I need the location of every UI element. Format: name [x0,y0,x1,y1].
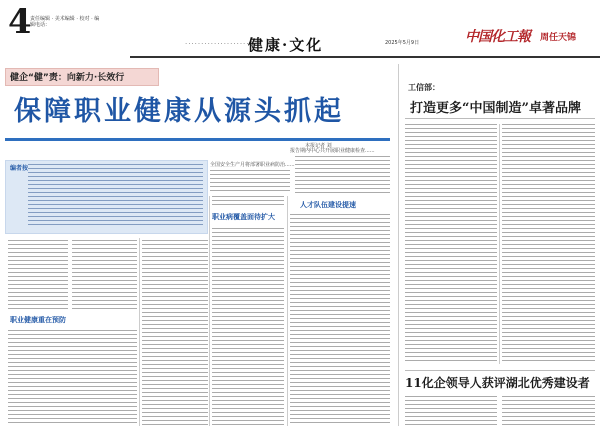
lead-column-3a [212,196,284,206]
pull-quote-2: 报告期内中心共开展职业健康检查...... [290,148,375,154]
right-headline-rule [405,118,595,119]
lead-headline: 保障职业健康从源头抓起 [14,96,344,127]
column-rule [499,124,500,364]
page-number: 4 [8,2,32,42]
section-rule [130,56,600,58]
pull-quote-1-text [210,170,290,192]
column-rule [287,196,288,426]
bottom-column-2 [502,396,595,426]
column-rule [139,238,140,426]
right-column-2 [502,124,595,364]
bottom-column-1 [405,396,497,426]
bottom-headline: 11化企领导人获评湖北优秀建设者 [405,376,590,390]
lead-byline: 本报记者 刘 [305,143,332,149]
lead-column-4 [290,214,390,426]
lead-column-1b [72,240,137,310]
lead-column-1a [8,240,68,310]
editor-credits: 责任编辑 · 美术编辑 · 校对 · 编辑电话： [30,16,100,28]
editor-note-text [28,164,203,228]
editor-note-label: 编者按 [10,165,29,172]
lead-kicker: 健企“健”责：向新力·长效行 [10,73,125,83]
subhead-prevention: 职业健康重在预防 [10,316,66,324]
newspaper-logo: 中国化工報 [465,29,530,45]
column-rule [209,196,210,426]
pull-quote-1: 全国安全生产月将部署职业病防治...... [210,162,295,168]
headline-underline [5,138,390,141]
subhead-talent: 人才队伍建设提速 [300,201,356,209]
bottom-story-rule [405,370,595,371]
right-column-1 [405,124,497,364]
lead-column-1c [8,330,137,426]
subhead-coverage: 职业病覆盖面待扩大 [212,213,275,221]
sub-brand: 周任天锦 [540,33,577,43]
issue-date: 2025年5月9日 [385,40,420,46]
right-headline: 打造更多“中国制造”卓著品牌 [410,101,581,116]
lead-column-2 [142,240,208,426]
right-kicker: 工信部： [408,83,440,92]
pull-quote-2-text [295,156,390,196]
column-rule [398,64,399,426]
lead-column-3b [212,228,284,426]
section-dots: ····················· [185,40,253,48]
section-title: 健康·文化 [248,36,324,54]
